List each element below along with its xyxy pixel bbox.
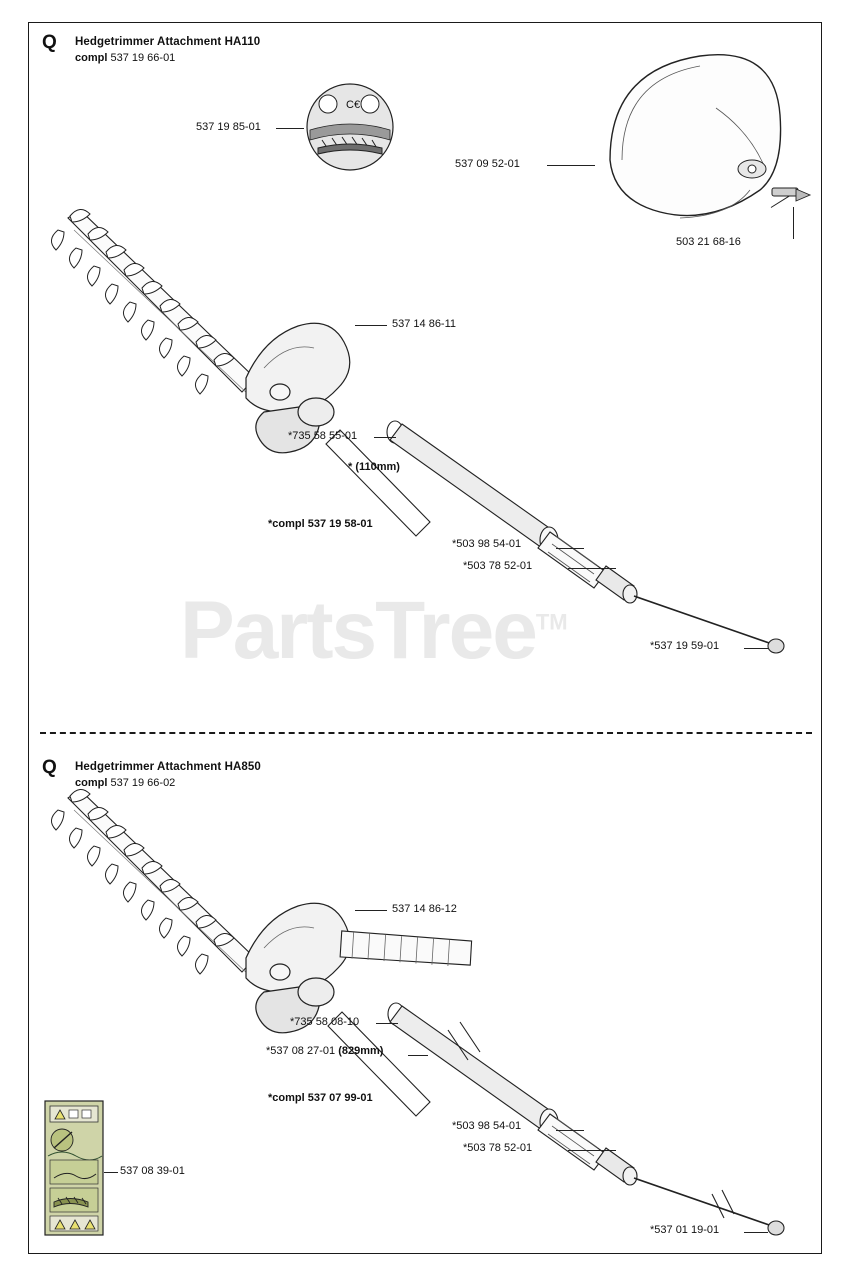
- leader-driveshaft-1: [744, 648, 768, 649]
- section-letter-2: Q: [42, 757, 57, 778]
- section-compl-number-2: 537 19 66-02: [110, 777, 176, 789]
- leader-coupling-2: [556, 1130, 584, 1131]
- section-title-2: Hedgetrimmer Attachment HA850: [75, 761, 261, 773]
- label-driveshaft-2: *537 01 19-01: [650, 1224, 720, 1236]
- decal-art-1: [300, 82, 400, 172]
- label-tube-number-2: *537 08 27-01: [266, 1045, 336, 1057]
- section-letter-1: Q: [42, 32, 57, 53]
- section-title-1: Hedgetrimmer Attachment HA110: [75, 36, 261, 48]
- label-guard-1: 537 09 52-01: [455, 158, 520, 170]
- leader-gearbox-2: [355, 910, 387, 911]
- label-compl-shaft-2: *compl 537 07 99-01: [268, 1092, 373, 1104]
- hedgetrimmer-assembly-art-1: [50, 200, 810, 670]
- section-compl-prefix-1: compl: [75, 52, 108, 64]
- leader-coupling-1: [556, 548, 584, 549]
- safety-decal-art: [42, 1098, 108, 1238]
- label-gearbox-2: 537 14 86-12: [392, 903, 457, 915]
- leader-guard-1: [547, 165, 595, 166]
- watermark-tm: TM: [535, 609, 568, 635]
- label-driveshaft-1: *537 19 59-01: [650, 640, 720, 652]
- label-tube-length-1: * (110mm): [348, 461, 400, 473]
- leader-driveshaft-2: [744, 1232, 768, 1233]
- leader-safety-decal: [104, 1172, 118, 1173]
- leader-collar-1: [568, 568, 616, 569]
- leader-decal-1: [276, 128, 304, 129]
- label-coupling-1: *503 98 54-01: [452, 538, 522, 550]
- section-compl-prefix-2: compl: [75, 777, 108, 789]
- label-bearing-2: *735 58 08-10: [290, 1016, 360, 1028]
- hedgetrimmer-assembly-art-2: [50, 780, 810, 1250]
- svg-text:C€: C€: [346, 99, 361, 111]
- section-compl-1: [75, 52, 175, 64]
- label-decal-1: 537 19 85-01: [196, 121, 261, 133]
- label-collar-2: *503 78 52-01: [463, 1142, 533, 1154]
- label-compl-shaft-1: *compl 537 19 58-01: [268, 518, 373, 530]
- section-compl-number-1: 537 19 66-01: [110, 52, 176, 64]
- section-divider: [40, 732, 812, 734]
- leader-collar-2: [568, 1150, 616, 1151]
- label-safety-decal: 537 08 39-01: [120, 1165, 185, 1177]
- label-guard-screw-1: 503 21 68-16: [676, 236, 741, 248]
- label-tube-2: [266, 1045, 383, 1057]
- label-gearbox-1: 537 14 86-11: [392, 318, 457, 330]
- leader-gearbox-1: [355, 325, 387, 326]
- label-collar-1: *503 78 52-01: [463, 560, 533, 572]
- leader-tube-2: [408, 1055, 428, 1056]
- label-tube-length-2: (829mm): [338, 1045, 384, 1057]
- label-bearing-1: *735 58 55-01: [288, 430, 358, 442]
- label-coupling-2: *503 98 54-01: [452, 1120, 522, 1132]
- leader-bearing-2: [376, 1023, 398, 1024]
- watermark-text: PartsTree: [180, 585, 536, 676]
- leader-bearing-1: [374, 437, 396, 438]
